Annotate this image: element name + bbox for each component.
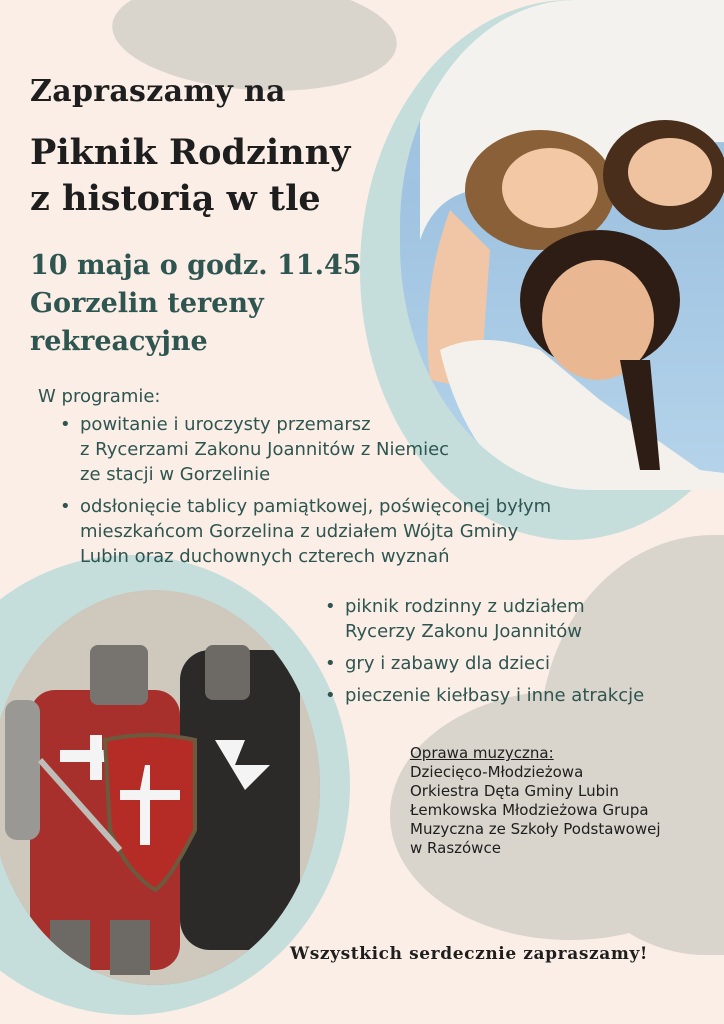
- program-item-line: • powitanie i uroczysty przemarsz: [80, 414, 371, 435]
- program-item: [60, 412, 560, 487]
- music-line: Dziecięco-Młodzieżowa: [410, 763, 584, 781]
- music-line: w Raszówce: [410, 839, 501, 857]
- program-item-line: z Rycerzami Zakonu Joannitów z Niemiec: [80, 439, 450, 460]
- program-item-line: • gry i zabawy dla dzieci: [345, 653, 550, 674]
- program-heading: W programie:: [38, 386, 161, 407]
- program-item-line: mieszkańcom Gorzelina z udziałem Wójta Gminy: [80, 521, 519, 542]
- event-title-line-1: Piknik Rodzinny: [30, 132, 351, 173]
- invitation-intro: Zapraszamy na: [30, 74, 286, 109]
- event-place-line-1: Gorzelin tereny: [30, 288, 264, 319]
- music-line: Orkiestra Dęta Gminy Lubin: [410, 782, 619, 800]
- music-line: Muzyczna ze Szkoły Podstawowej: [410, 820, 661, 838]
- event-date-place: [30, 247, 362, 361]
- program-item-line: • pieczenie kiełbasy i inne atrakcje: [345, 685, 645, 706]
- music-section: [410, 744, 661, 858]
- event-date: 10 maja o godz. 11.45: [30, 250, 362, 281]
- event-title-line-2: z historią w tle: [30, 178, 321, 219]
- program-item: [60, 494, 560, 569]
- closing-invitation: Wszystkich serdecznie zapraszamy!: [290, 944, 648, 964]
- knights-photo: [0, 590, 320, 985]
- music-heading: Oprawa muzyczna:: [410, 744, 554, 762]
- knights-illustration: [0, 590, 320, 985]
- event-place-line-2: rekreacyjne: [30, 326, 208, 357]
- program-item-line: • piknik rodzinny z udziałem: [345, 596, 585, 617]
- program-item: [325, 651, 705, 676]
- program-list-left: [60, 412, 560, 576]
- program-item-line: Lubin oraz duchownych czterech wyznań: [80, 546, 450, 567]
- program-item-line: • odsłonięcie tablicy pamiątkowej, poświęconej byłym: [80, 496, 552, 517]
- event-title: [30, 130, 350, 222]
- program-list-right: [325, 594, 705, 715]
- music-line: Łemkowska Młodzieżowa Grupa: [410, 801, 649, 819]
- program-item: [325, 683, 705, 708]
- program-item-line: Rycerzy Zakonu Joannitów: [345, 621, 583, 642]
- program-item-line: ze stacji w Gorzelinie: [80, 464, 271, 485]
- program-item: [325, 594, 705, 644]
